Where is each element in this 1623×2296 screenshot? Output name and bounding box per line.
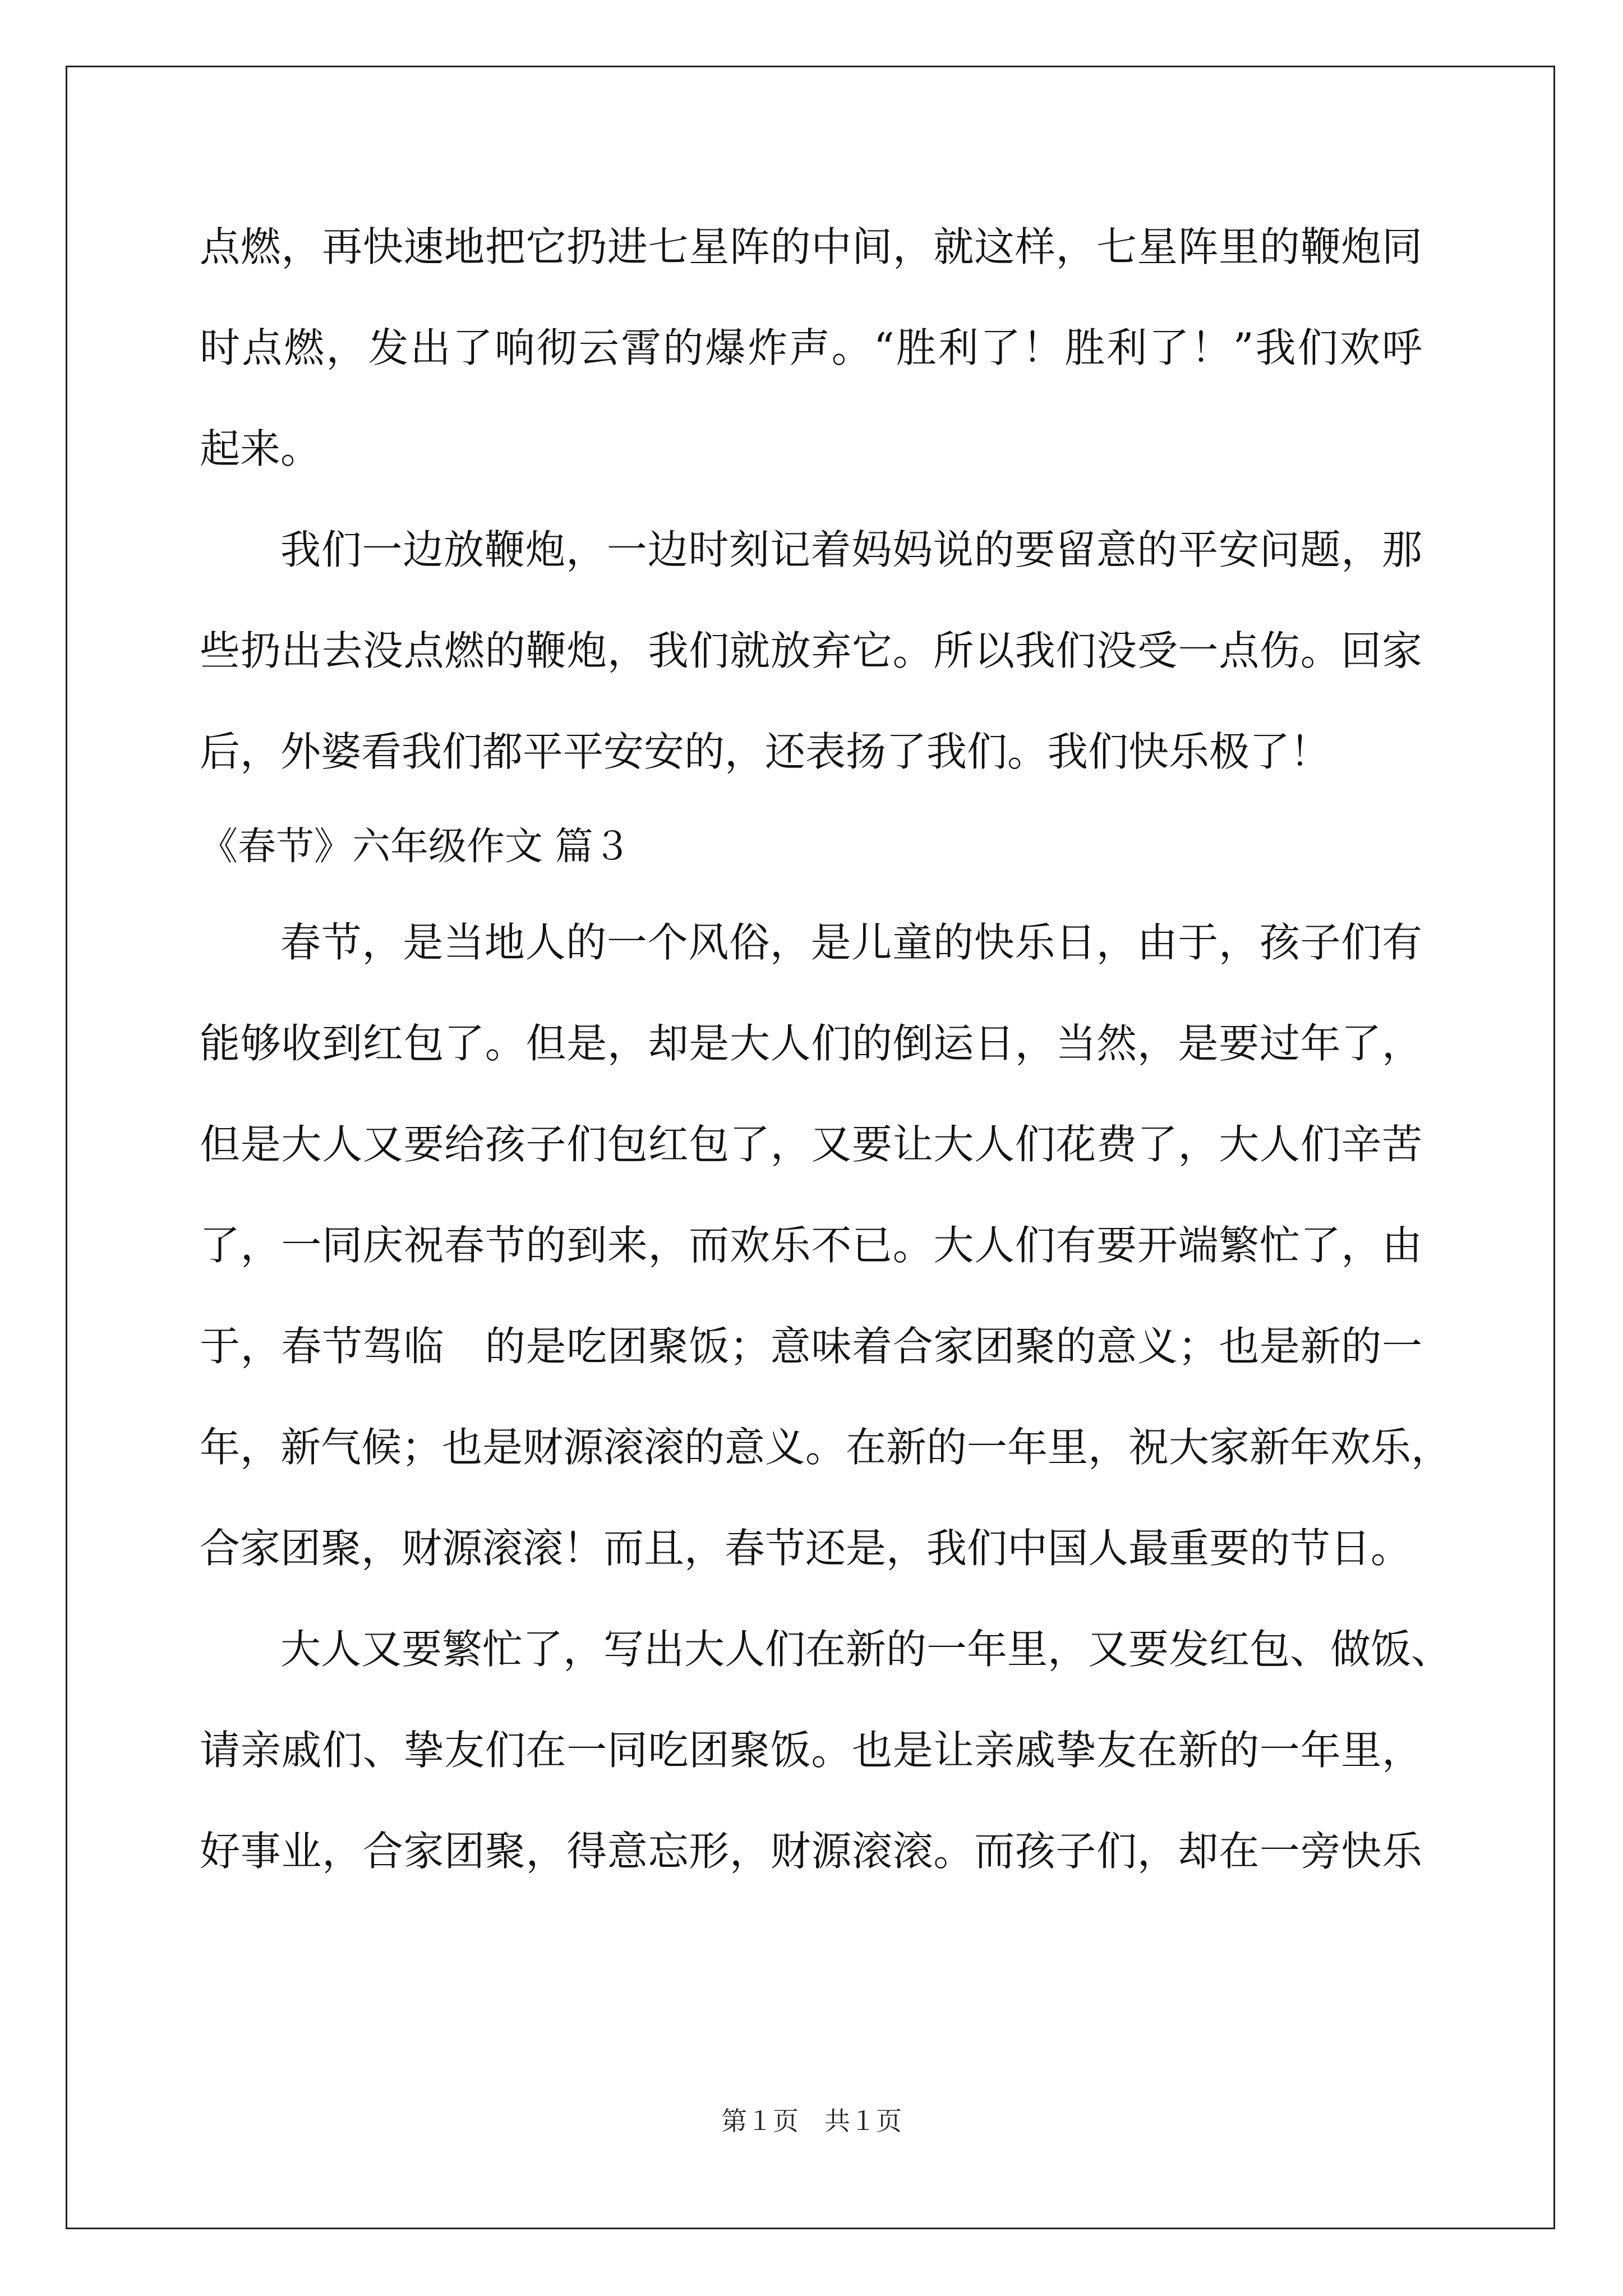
section-heading: 《春节》六年级作文 篇３ (200, 825, 631, 869)
text-line: 了，一同庆祝春节的到来，而欢乐不已。大人们有要开端繁忙了，由 (200, 1222, 1422, 1269)
text-line: 点燃，再快速地把它扔进七星阵的中间，就这样，七星阵里的鞭炮同 (200, 223, 1422, 270)
text-line: 合家团聚，财源滚滚！而且，春节还是，我们中国人最重要的节日。 (200, 1525, 1412, 1572)
paragraph-start-line: 大人又要繁忙了，写出大人们在新的一年里，又要发红包、做饭、 (280, 1626, 1452, 1673)
text-line: 时点燃，发出了响彻云霄的爆炸声。“胜利了！胜利了！”我们欢呼 (200, 324, 1422, 371)
text-line: 年，新气候；也是财源滚滚的意义。在新的一年里，祝大家新年欢乐， (200, 1424, 1452, 1471)
paragraph-start-line: 春节，是当地人的一个风俗，是儿童的快乐日，由于，孩子们有 (280, 919, 1422, 966)
page-footer: 第１页 共１页 (721, 2106, 902, 2136)
text-line: 但是大人又要给孩子们包红包了，又要让大人们花费了，大人们辛苦 (200, 1121, 1422, 1168)
text-line: 能够收到红包了。但是，却是大人们的倒运日，当然，是要过年了， (200, 1020, 1422, 1067)
text-line: 后，外婆看我们都平平安安的，还表扬了我们。我们快乐极了！ (200, 728, 1331, 775)
text-line: 些扔出去没点燃的鞭炮，我们就放弃它。所以我们没受一点伤。回家 (200, 627, 1422, 674)
paragraph-start-line: 我们一边放鞭炮，一边时刻记着妈妈说的要留意的平安问题，那 (280, 526, 1422, 573)
text-line: 好事业，合家团聚，得意忘形，财源滚滚。而孩子们，却在一旁快乐 (200, 1828, 1422, 1875)
text-line: 于，春节驾临 的是吃团聚饭；意味着合家团聚的意义；也是新的一 (200, 1323, 1422, 1370)
text-line: 请亲戚们、挚友们在一同吃团聚饭。也是让亲戚挚友在新的一年里， (200, 1727, 1422, 1774)
text-line: 起来。 (200, 425, 321, 472)
